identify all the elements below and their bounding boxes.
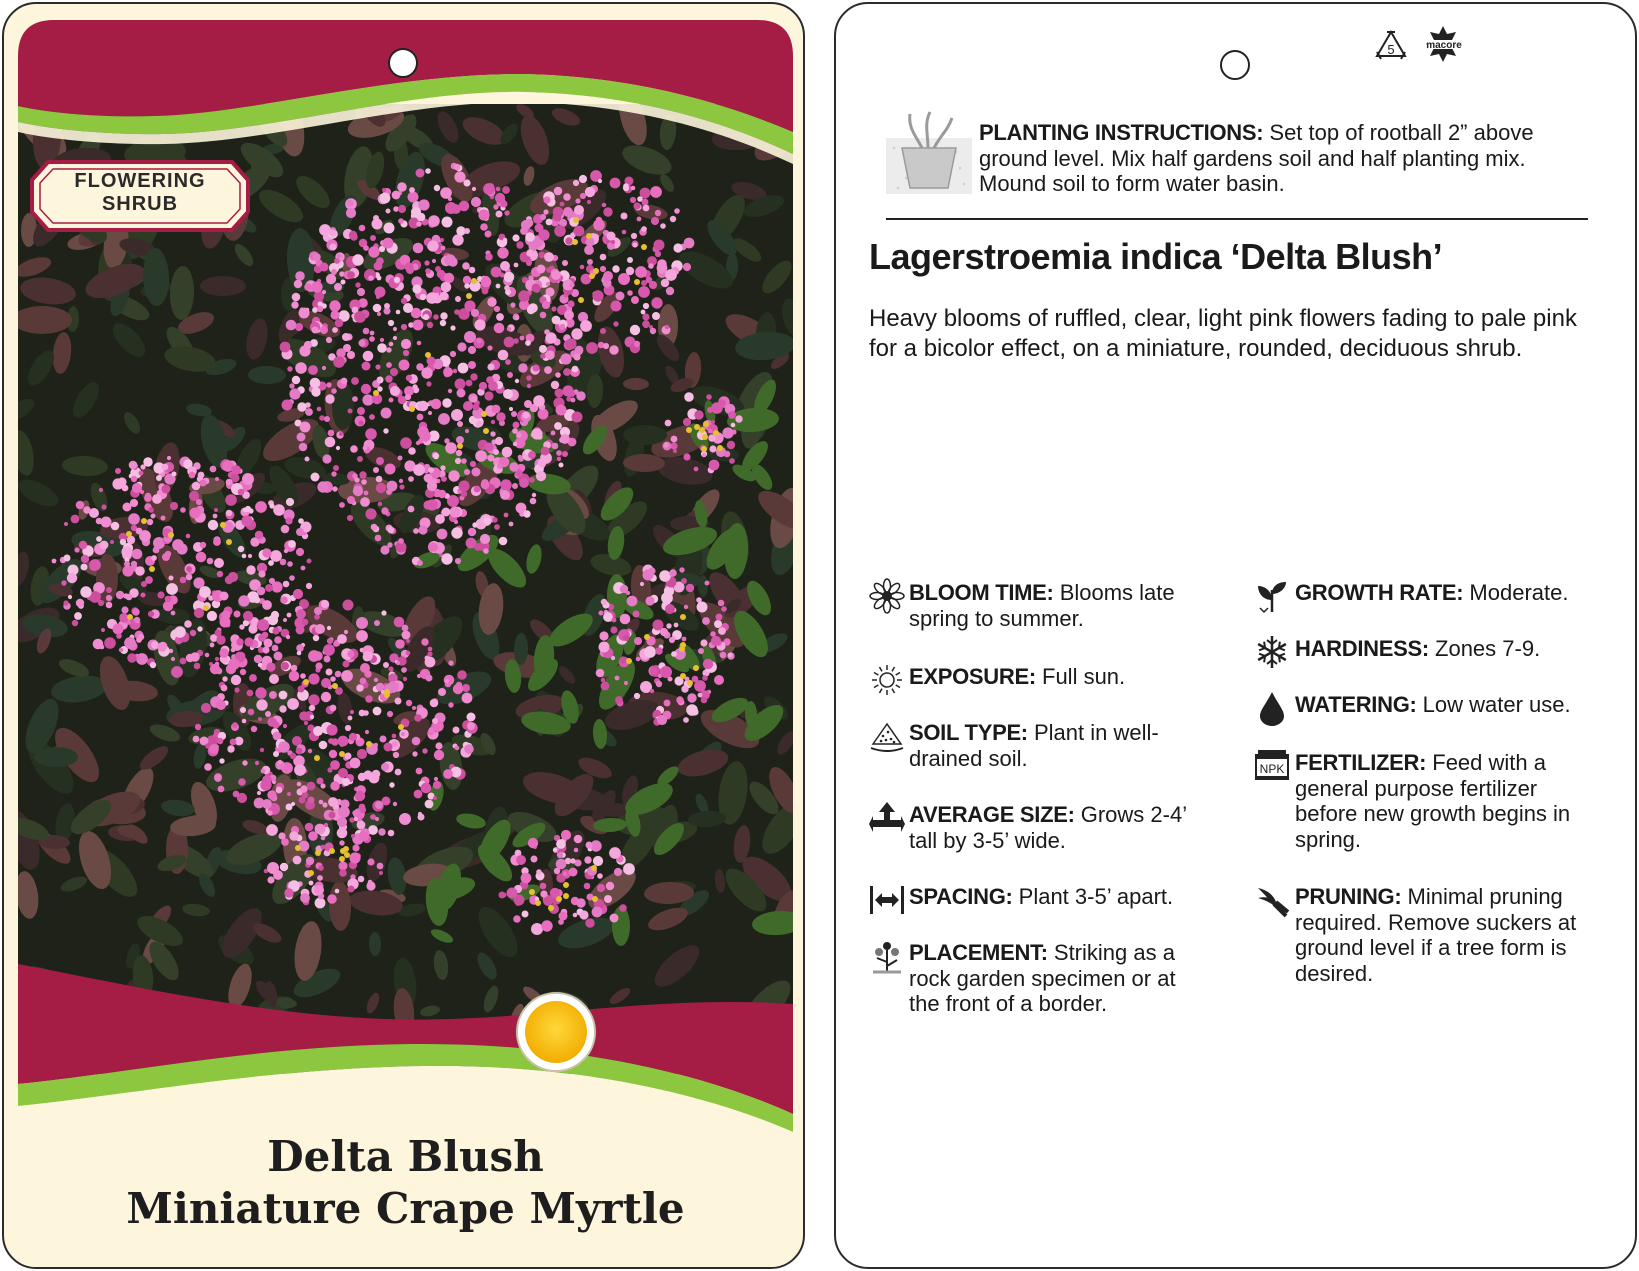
attribute-hardiness: HARDINESS: Zones 7-9. bbox=[1295, 636, 1541, 661]
pruner-icon bbox=[1254, 882, 1290, 920]
hanging-hole bbox=[388, 48, 418, 78]
planting-pot-icon bbox=[886, 108, 972, 198]
soil-icon bbox=[869, 718, 905, 756]
attribute-exposure: EXPOSURE: Full sun. bbox=[909, 664, 1126, 689]
attribute-watering: WATERING: Low water use. bbox=[1295, 692, 1571, 717]
attribute-bloom-time: BLOOM TIME: Blooms late spring to summer. bbox=[909, 580, 1175, 631]
svg-text:5: 5 bbox=[1387, 42, 1395, 57]
npk-icon bbox=[1254, 748, 1290, 786]
front-tag bbox=[2, 2, 805, 1269]
spacing-icon bbox=[869, 882, 905, 920]
svg-text:NPK: NPK bbox=[1259, 762, 1285, 776]
attribute-fertilizer: FERTILIZER: Feed with a general purpose fertilizer before new growth begins in spring. bbox=[1295, 750, 1571, 852]
divider bbox=[886, 218, 1588, 220]
recycle-5-icon bbox=[1377, 32, 1405, 59]
growth-icon bbox=[1254, 578, 1290, 616]
plant-photo bbox=[4, 83, 805, 1093]
common-name-line2: Miniature Crape Myrtle bbox=[126, 1184, 685, 1233]
macore-logo-icon bbox=[1426, 26, 1462, 62]
snowflake-icon bbox=[1254, 634, 1290, 672]
attribute-growth-rate: GROWTH RATE: Moderate. bbox=[1295, 580, 1569, 605]
attribute-pruning: PRUNING: Minimal pruning required. Remove suckers at ground level if a tree form is desired. bbox=[1295, 884, 1577, 986]
flower-icon bbox=[869, 578, 905, 616]
attribute-average-size: AVERAGE SIZE: Grows 2-4’ tall by 3-5’ wide. bbox=[909, 802, 1187, 853]
attribute-soil-type: SOIL TYPE: Plant in well-drained soil. bbox=[909, 720, 1159, 771]
sun-icon bbox=[869, 662, 905, 700]
common-name-line1: Delta Blush bbox=[267, 1132, 544, 1181]
placement-icon bbox=[869, 938, 905, 976]
water-drop-icon bbox=[1254, 690, 1290, 728]
back-tag bbox=[834, 2, 1637, 1269]
planting-instructions: PLANTING INSTRUCTIONS: Set top of rootball 2” above ground level. Mix half gardens soil and half planting mix. Mound soil to form water basin. bbox=[979, 120, 1534, 196]
attribute-spacing: SPACING: Plant 3-5’ apart. bbox=[909, 884, 1174, 909]
hanging-hole bbox=[1220, 50, 1250, 80]
size-icon bbox=[869, 800, 905, 838]
recycle-logo bbox=[1371, 24, 1481, 72]
attribute-placement: PLACEMENT: Striking as a rock garden specimen or at the front of a border. bbox=[909, 940, 1176, 1016]
plant-description: Heavy blooms of ruffled, clear, light pink flowers fading to pale pink for a bicolor effect, on a miniature, rounded, deciduous shrub. bbox=[869, 305, 1577, 362]
category-badge-label: FLOWERING SHRUB bbox=[74, 170, 206, 215]
svg-text:macore: macore bbox=[1426, 40, 1462, 51]
botanical-name: Lagerstroemia indica ‘Delta Blush’ bbox=[869, 236, 1443, 277]
